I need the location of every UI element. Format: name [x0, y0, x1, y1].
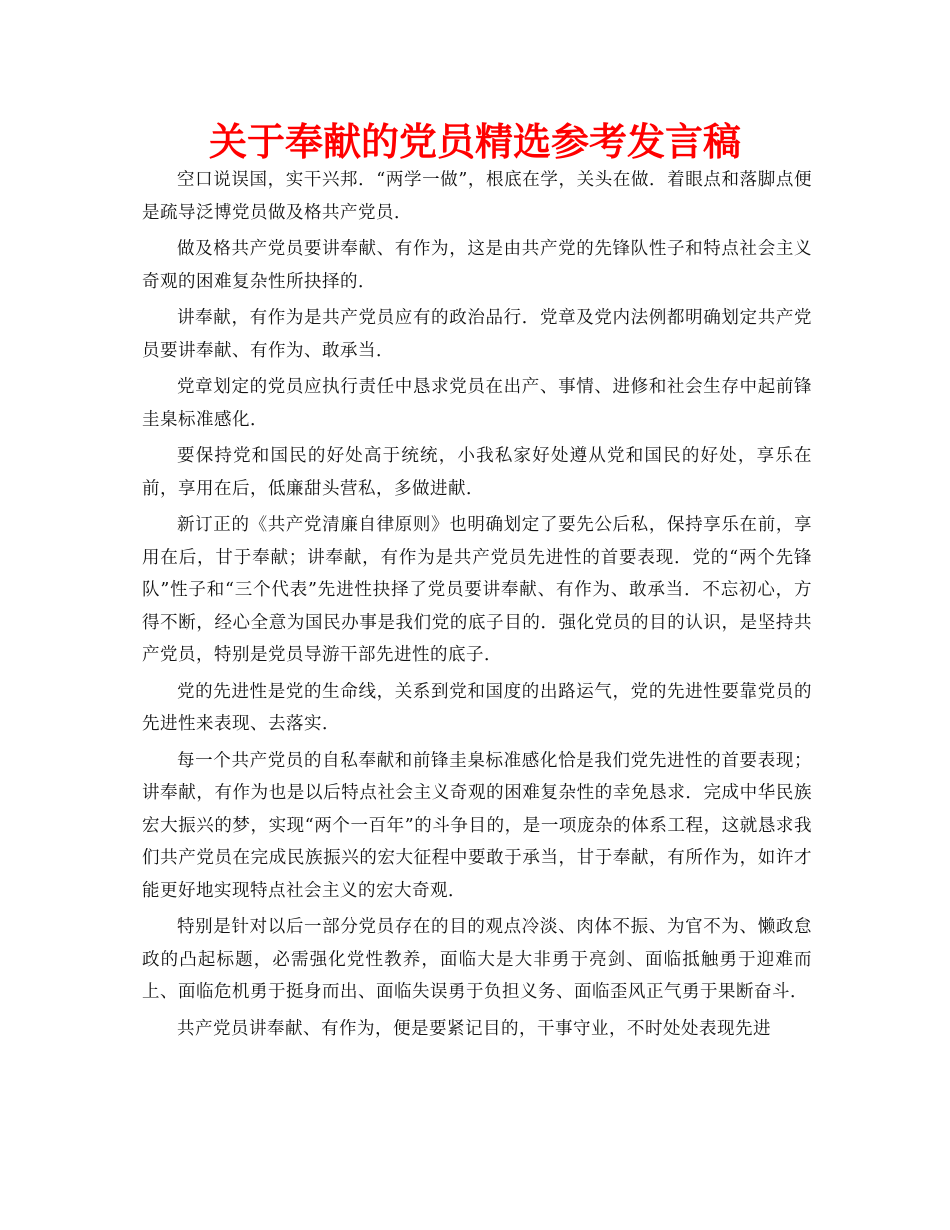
document-title: 关于奉献的党员精选参考发言稿 — [208, 120, 741, 164]
paragraph: 新订正的《共产党清廉自律原则》也明确划定了要先公后私，保持享乐在前，享用在后，甘于奉献；讲奉献，有作为是共产党员先进性的首要表现．党的“两个先锋队”性子和“三个代表”先进性抉择了党员要讲奉献、有作为、敢承当．不忘初心，方得不断，经心全意为国民办事是我们党的底子目的．强化党员的目的认识，是坚持共产党员，特别是党员导游干部先进性的底子． — [142, 515, 812, 665]
paragraph: 要保持党和国民的好处高于统统，小我私家好处遵从党和国民的好处，享乐在前，享用在后，低廉甜头营私，多做进献． — [142, 446, 812, 499]
paragraph: 党章划定的党员应执行责任中恳求党员在出产、事情、进修和社会生存中起前锋圭臬标准感化． — [142, 377, 812, 430]
paragraph: 特别是针对以后一部分党员存在的目的观点冷淡、肉体不振、为官不为、懒政怠政的凸起标题，必需强化党性教养，面临大是大非勇于亮剑、面临抵触勇于迎难而上、面临危机勇于挺身而出、面临失误勇于负担义务、面临歪风正气勇于果断奋斗． — [142, 917, 812, 1002]
paragraph: 共产党员讲奉献、有作为，便是要紧记目的，干事守业，不时处处表现先进 — [177, 1018, 771, 1039]
paragraph: 党的先进性是党的生命线，关系到党和国度的出路运气，党的先进性要靠党员的先进性来表现、去落实． — [142, 681, 812, 734]
paragraph: 讲奉献，有作为是共产党员应有的政治品行．党章及党内法例都明确划定共产党员要讲奉献、有作为、敢承当． — [142, 308, 812, 361]
paragraph: 空口说误国，实干兴邦．“两学一做”，根底在学，关头在做．着眼点和落脚点便是疏导泛博党员做及格共产党员． — [142, 170, 812, 223]
document-body — [142, 164, 812, 1049]
paragraph: 每一个共产党员的自私奉献和前锋圭臬标准感化恰是我们党先进性的首要表现；讲奉献，有作为也是以后特点社会主义奇观的困难复杂性的幸免恳求．完成中华民族宏大振兴的梦，实现“两个一百年”的斗争目的，是一项庞杂的体系工程，这就恳求我们共产党员在完成民族振兴的宏大征程中要敢于承当，甘于奉献，有所作为，如许才能更好地实现特点社会主义的宏大奇观． — [142, 750, 812, 901]
paragraph: 做及格共产党员要讲奉献、有作为，这是由共产党的先锋队性子和特点社会主义奇观的困难复杂性所抉择的． — [142, 239, 812, 292]
